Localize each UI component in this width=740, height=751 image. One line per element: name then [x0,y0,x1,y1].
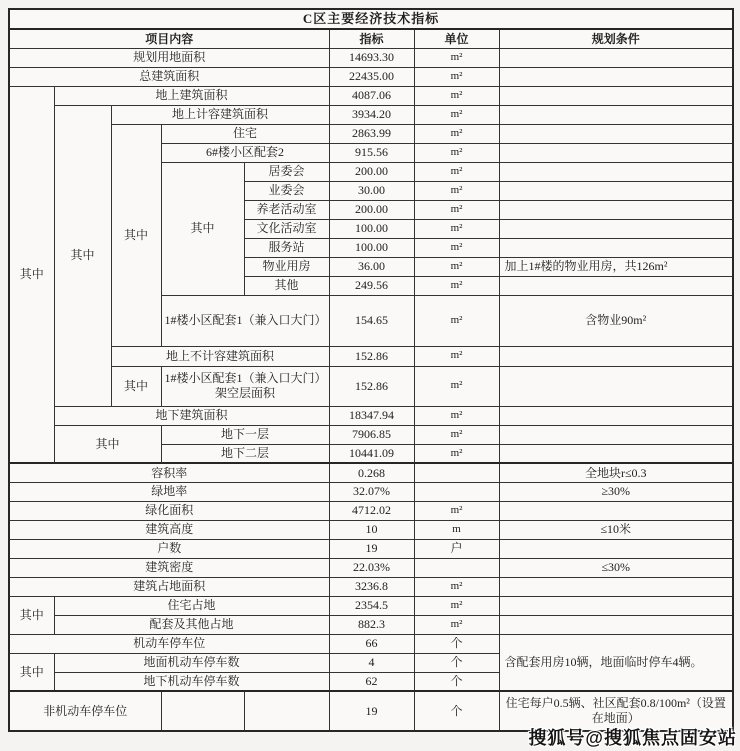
building6-support2-label: 6#楼小区配套2 [161,143,329,162]
support-footprint-unit: m² [414,615,499,634]
household-count-label: 户数 [9,539,329,558]
building-footprint-label: 建筑占地面积 [9,577,329,596]
table-row [9,406,733,425]
underground-motor-parking-unit: 个 [414,672,499,691]
above-ground-uncounted-value: 152.86 [329,346,414,366]
non-motor-parking-empty1 [161,691,244,731]
others-condition [499,276,733,295]
building-height-unit: m [414,520,499,539]
building1-support1-stilt-label [161,366,329,406]
non-motor-parking-condition: 住宅每户0.5辆、社区配套0.8/100m²（设置在地面） [499,691,733,731]
building6-support2-value: 915.56 [329,143,414,162]
ground-motor-parking-label: 地面机动车停车数 [54,653,329,672]
neighborhood-committee-condition [499,162,733,181]
building-footprint-unit: m² [414,577,499,596]
col-header-item: 项目内容 [9,29,329,48]
table-row [9,482,733,501]
property-room-condition: 加上1#楼的物业用房，共126m² [499,257,733,276]
cultural-activity-room-label: 文化活动室 [244,219,329,238]
building-footprint-value: 3236.8 [329,577,414,596]
cultural-activity-room-condition [499,219,733,238]
cultural-activity-room-value: 100.00 [329,219,414,238]
total-floor-area-condition [499,67,733,86]
non-motor-parking-unit: 个 [414,691,499,731]
building1-support1-value: 154.65 [329,295,414,346]
residential-label: 住宅 [161,124,329,143]
non-motor-parking-value: 19 [329,691,414,731]
green-area-unit: m² [414,501,499,520]
among-cell-level1: 其中 [9,86,54,463]
owners-committee-label: 业委会 [244,181,329,200]
table-row [9,124,733,143]
building1-support1-label: 1#楼小区配套1（兼入口大门） [161,295,329,346]
green-ratio-condition: ≥30% [499,482,733,501]
property-room-label: 物业用房 [244,257,329,276]
building1-support1-condition: 含物业90m² [499,295,733,346]
table-title: C区主要经济技术指标 [9,9,733,29]
service-station-unit: m² [414,238,499,257]
support-footprint-condition [499,615,733,634]
table-row [9,463,733,482]
among-cell-level4: 其中 [161,162,244,295]
underground-b1-unit: m² [414,425,499,444]
col-header-condition: 规划条件 [499,29,733,48]
building1-support1-stilt-unit: m² [414,366,499,406]
underground-b1-condition [499,425,733,444]
building-footprint-condition [499,577,733,596]
residential-footprint-condition [499,596,733,615]
green-area-value: 4712.02 [329,501,414,520]
total-floor-area-label: 总建筑面积 [9,67,329,86]
col-header-indicator: 指标 [329,29,414,48]
among-cell-underground: 其中 [54,425,161,463]
residential-footprint-unit: m² [414,596,499,615]
non-motor-parking-empty2 [244,691,329,731]
table-row [9,67,733,86]
building-density-value: 22.03% [329,558,414,577]
service-station-condition [499,238,733,257]
neighborhood-committee-label: 居委会 [244,162,329,181]
col-header-unit: 单位 [414,29,499,48]
elderly-activity-room-condition [499,200,733,219]
header-row [9,29,733,48]
table-row [9,615,733,634]
underground-area-label: 地下建筑面积 [54,406,329,425]
neighborhood-committee-value: 200.00 [329,162,414,181]
underground-b2-unit: m² [414,444,499,463]
table-row [9,634,733,653]
above-ground-uncounted-unit: m² [414,346,499,366]
elderly-activity-room-label: 养老活动室 [244,200,329,219]
plot-ratio-condition: 全地块r≤0.3 [499,463,733,482]
plot-ratio-value: 0.268 [329,463,414,482]
stilt-label-line2: 架空层面积 [214,386,275,401]
household-count-condition [499,539,733,558]
motor-parking-condition: 含配套用房10辆，地面临时停车4辆。 [499,634,733,691]
above-ground-counted-unit: m² [414,105,499,124]
building1-support1-stilt-condition [499,366,733,406]
residential-unit: m² [414,124,499,143]
planned-land-area-label: 规划用地面积 [9,48,329,67]
building-density-unit [414,558,499,577]
underground-area-condition [499,406,733,425]
planned-land-area-condition [499,48,733,67]
service-station-label: 服务站 [244,238,329,257]
economic-indicators-table [8,8,734,732]
others-unit: m² [414,276,499,295]
table-row [9,86,733,105]
elderly-activity-room-value: 200.00 [329,200,414,219]
total-floor-area-value: 22435.00 [329,67,414,86]
green-ratio-value: 32.07% [329,482,414,501]
above-ground-counted-label: 地上计容建筑面积 [111,105,329,124]
plot-ratio-label: 容积率 [9,463,329,482]
owners-committee-condition [499,181,733,200]
table-row [9,501,733,520]
residential-condition [499,124,733,143]
owners-committee-unit: m² [414,181,499,200]
building-height-label: 建筑高度 [9,520,329,539]
stilt-label-line1: 1#楼小区配套1（兼入口大门） [164,371,327,386]
planned-land-area-unit: m² [414,48,499,67]
building1-support1-unit: m² [414,295,499,346]
planned-land-area-value: 14693.30 [329,48,414,67]
underground-b1-value: 7906.85 [329,425,414,444]
among-cell-level3b: 其中 [111,366,161,406]
underground-area-value: 18347.94 [329,406,414,425]
underground-b2-value: 10441.09 [329,444,414,463]
building-height-value: 10 [329,520,414,539]
service-station-value: 100.00 [329,238,414,257]
underground-area-unit: m² [414,406,499,425]
above-ground-area-unit: m² [414,86,499,105]
ground-motor-parking-unit: 个 [414,653,499,672]
sohu-watermark: 搜狐号@搜狐焦点固安站 [528,728,737,748]
support-footprint-label: 配套及其他占地 [54,615,329,634]
building6-support2-unit: m² [414,143,499,162]
above-ground-counted-value: 3934.20 [329,105,414,124]
table-row [9,425,733,444]
underground-b2-label: 地下二层 [161,444,329,463]
non-motor-parking-label: 非机动车停车位 [9,691,161,731]
building-density-condition: ≤30% [499,558,733,577]
owners-committee-value: 30.00 [329,181,414,200]
among-cell-level2: 其中 [54,105,111,406]
table-row [9,596,733,615]
above-ground-area-value: 4087.06 [329,86,414,105]
building1-support1-stilt-value: 152.86 [329,366,414,406]
table-row [9,520,733,539]
among-cell-parking: 其中 [9,653,54,691]
table-row [9,48,733,67]
green-ratio-unit [414,482,499,501]
above-ground-area-label: 地上建筑面积 [54,86,329,105]
underground-b2-condition [499,444,733,463]
cultural-activity-room-unit: m² [414,219,499,238]
residential-footprint-label: 住宅占地 [54,596,329,615]
underground-motor-parking-label: 地下机动车停车数 [54,672,329,691]
others-value: 249.56 [329,276,414,295]
residential-value: 2863.99 [329,124,414,143]
property-room-unit: m² [414,257,499,276]
ground-motor-parking-value: 4 [329,653,414,672]
among-cell-footprint: 其中 [9,596,54,634]
others-label: 其他 [244,276,329,295]
table-row [9,577,733,596]
green-ratio-label: 绿地率 [9,482,329,501]
household-count-unit: 户 [414,539,499,558]
motor-parking-unit: 个 [414,634,499,653]
above-ground-counted-condition [499,105,733,124]
green-area-label: 绿化面积 [9,501,329,520]
support-footprint-value: 882.3 [329,615,414,634]
table-row [9,346,733,366]
neighborhood-committee-unit: m² [414,162,499,181]
residential-footprint-value: 2354.5 [329,596,414,615]
property-room-value: 36.00 [329,257,414,276]
plot-ratio-unit [414,463,499,482]
motor-parking-value: 66 [329,634,414,653]
underground-motor-parking-value: 62 [329,672,414,691]
above-ground-uncounted-label: 地上不计容建筑面积 [111,346,329,366]
elderly-activity-room-unit: m² [414,200,499,219]
green-area-condition [499,501,733,520]
total-floor-area-unit: m² [414,67,499,86]
among-cell-level3: 其中 [111,124,161,346]
table-row [9,366,733,406]
table-row [9,105,733,124]
building6-support2-condition [499,143,733,162]
above-ground-uncounted-condition [499,346,733,366]
household-count-value: 19 [329,539,414,558]
building-density-label: 建筑密度 [9,558,329,577]
underground-b1-label: 地下一层 [161,425,329,444]
table-row [9,539,733,558]
above-ground-area-condition [499,86,733,105]
table-row [9,558,733,577]
building-height-condition: ≤10米 [499,520,733,539]
motor-parking-label: 机动车停车位 [9,634,329,653]
